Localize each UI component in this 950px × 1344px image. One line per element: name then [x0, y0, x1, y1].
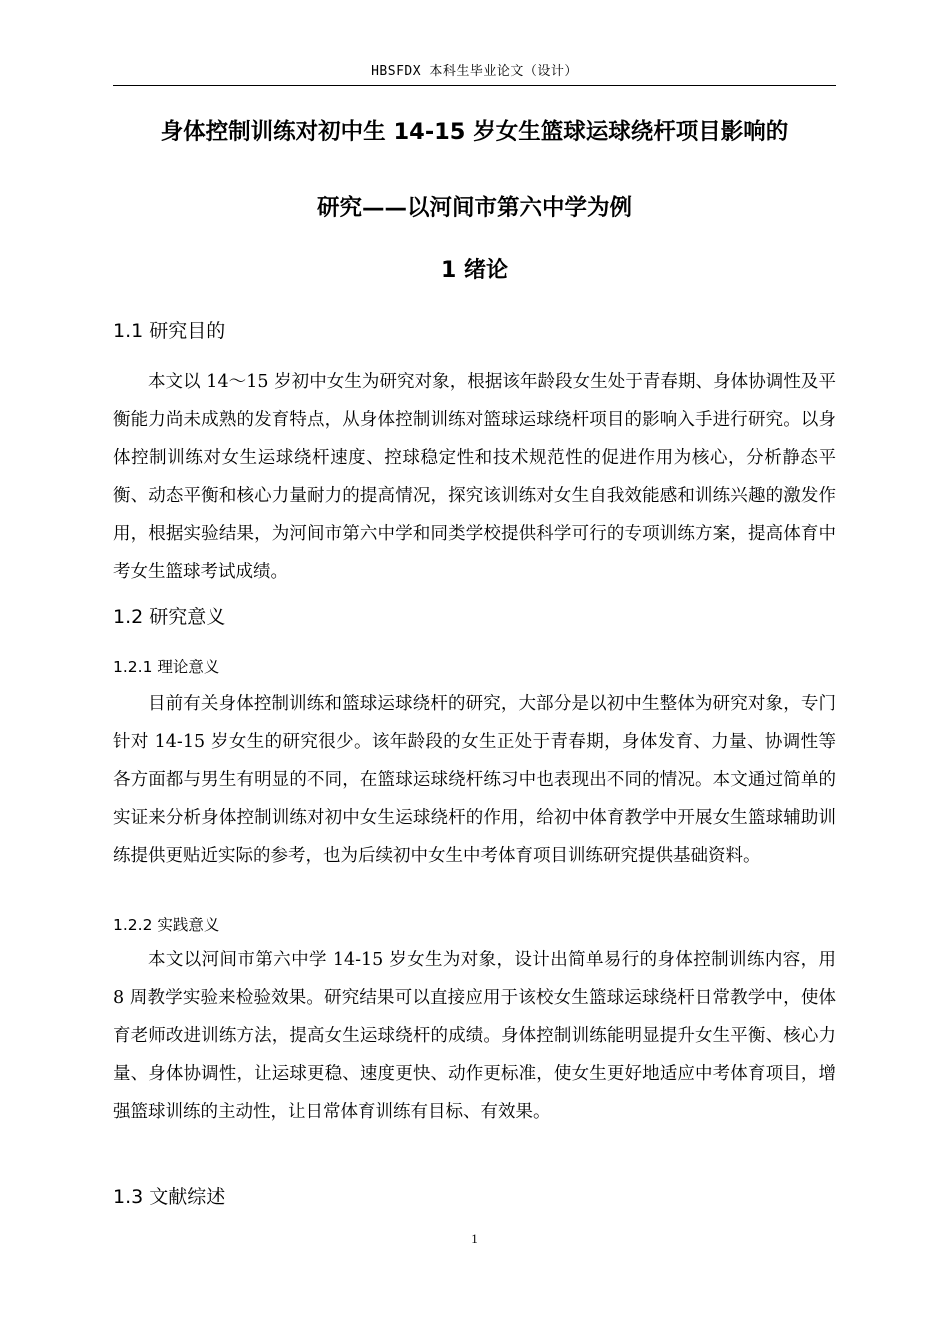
paragraph-practical-significance: 本文以河间市第六中学 14-15 岁女生为对象，设计出简单易行的身体控制训练内容，用 8 周教学实验来检验效果。研究结果可以直接应用于该校女生篮球运球绕杆日常教学中，使体育老师改进训练方法，提高女生运球绕杆的成绩。身体控制训练能明显提升女生平衡、核心力量、身体协调性，让运球更稳、速度更快、动作更标准，使女生更好地适应中考体育项目，增强篮球训练的主动性，让日常体育训练有目标、有效果。: [113, 950, 836, 1122]
paragraph-research-purpose: 本文以 14～15 岁初中女生为研究对象，根据该年龄段女生处于青春期、身体协调性及平衡能力尚未成熟的发育特点，从身体控制训练对篮球运球绕杆项目的影响入手进行研究。以身体控制训练对女生运球绕杆速度、控球稳定性和技术规范性的促进作用为核心，分析静态平衡、动态平衡和核心力量耐力的提高情况，探究该训练对女生自我效能感和训练兴趣的激发作用，根据实验结果，为河间市第六中学和同类学校提供科学可行的专项训练方案，提高体育中考女生篮球考试成绩。: [113, 372, 836, 582]
title-line-2: 研究——以河间市第六中学为例: [316, 195, 632, 221]
subsection-heading-1-2-2: 1.2.2 实践意义: [113, 916, 220, 934]
paragraph-theoretical-significance: 目前有关身体控制训练和篮球运球绕杆的研究，大部分是以初中生整体为研究对象，专门针对 14-15 岁女生的研究很少。该年龄段的女生正处于青春期，身体发育、力量、协调性等各方面都与男生有明显的不同，在篮球运球绕杆练习中也表现出不同的情况。本文通过简单的实证来分析身体控制训练对初中女生运球绕杆的作用，给初中体育教学中开展女生篮球辅助训练提供更贴近实际的参考，也为后续初中女生中考体育项目训练研究提供基础资料。: [113, 694, 836, 866]
page-number: 1: [471, 1231, 478, 1246]
section-heading-1-3: 1.3 文献综述: [113, 1186, 226, 1208]
subsection-heading-1-2-1: 1.2.1 理论意义: [113, 658, 220, 676]
title-line-1: 身体控制训练对初中生 14-15 岁女生篮球运球绕杆项目影响的: [160, 119, 789, 145]
chapter-heading: 1 绪论: [441, 258, 508, 283]
section-heading-1-2: 1.2 研究意义: [113, 606, 226, 628]
header-rule: [113, 85, 836, 86]
section-heading-1-1: 1.1 研究目的: [113, 320, 226, 342]
page-header: HBSFDX 本科生毕业论文（设计）: [371, 64, 578, 79]
